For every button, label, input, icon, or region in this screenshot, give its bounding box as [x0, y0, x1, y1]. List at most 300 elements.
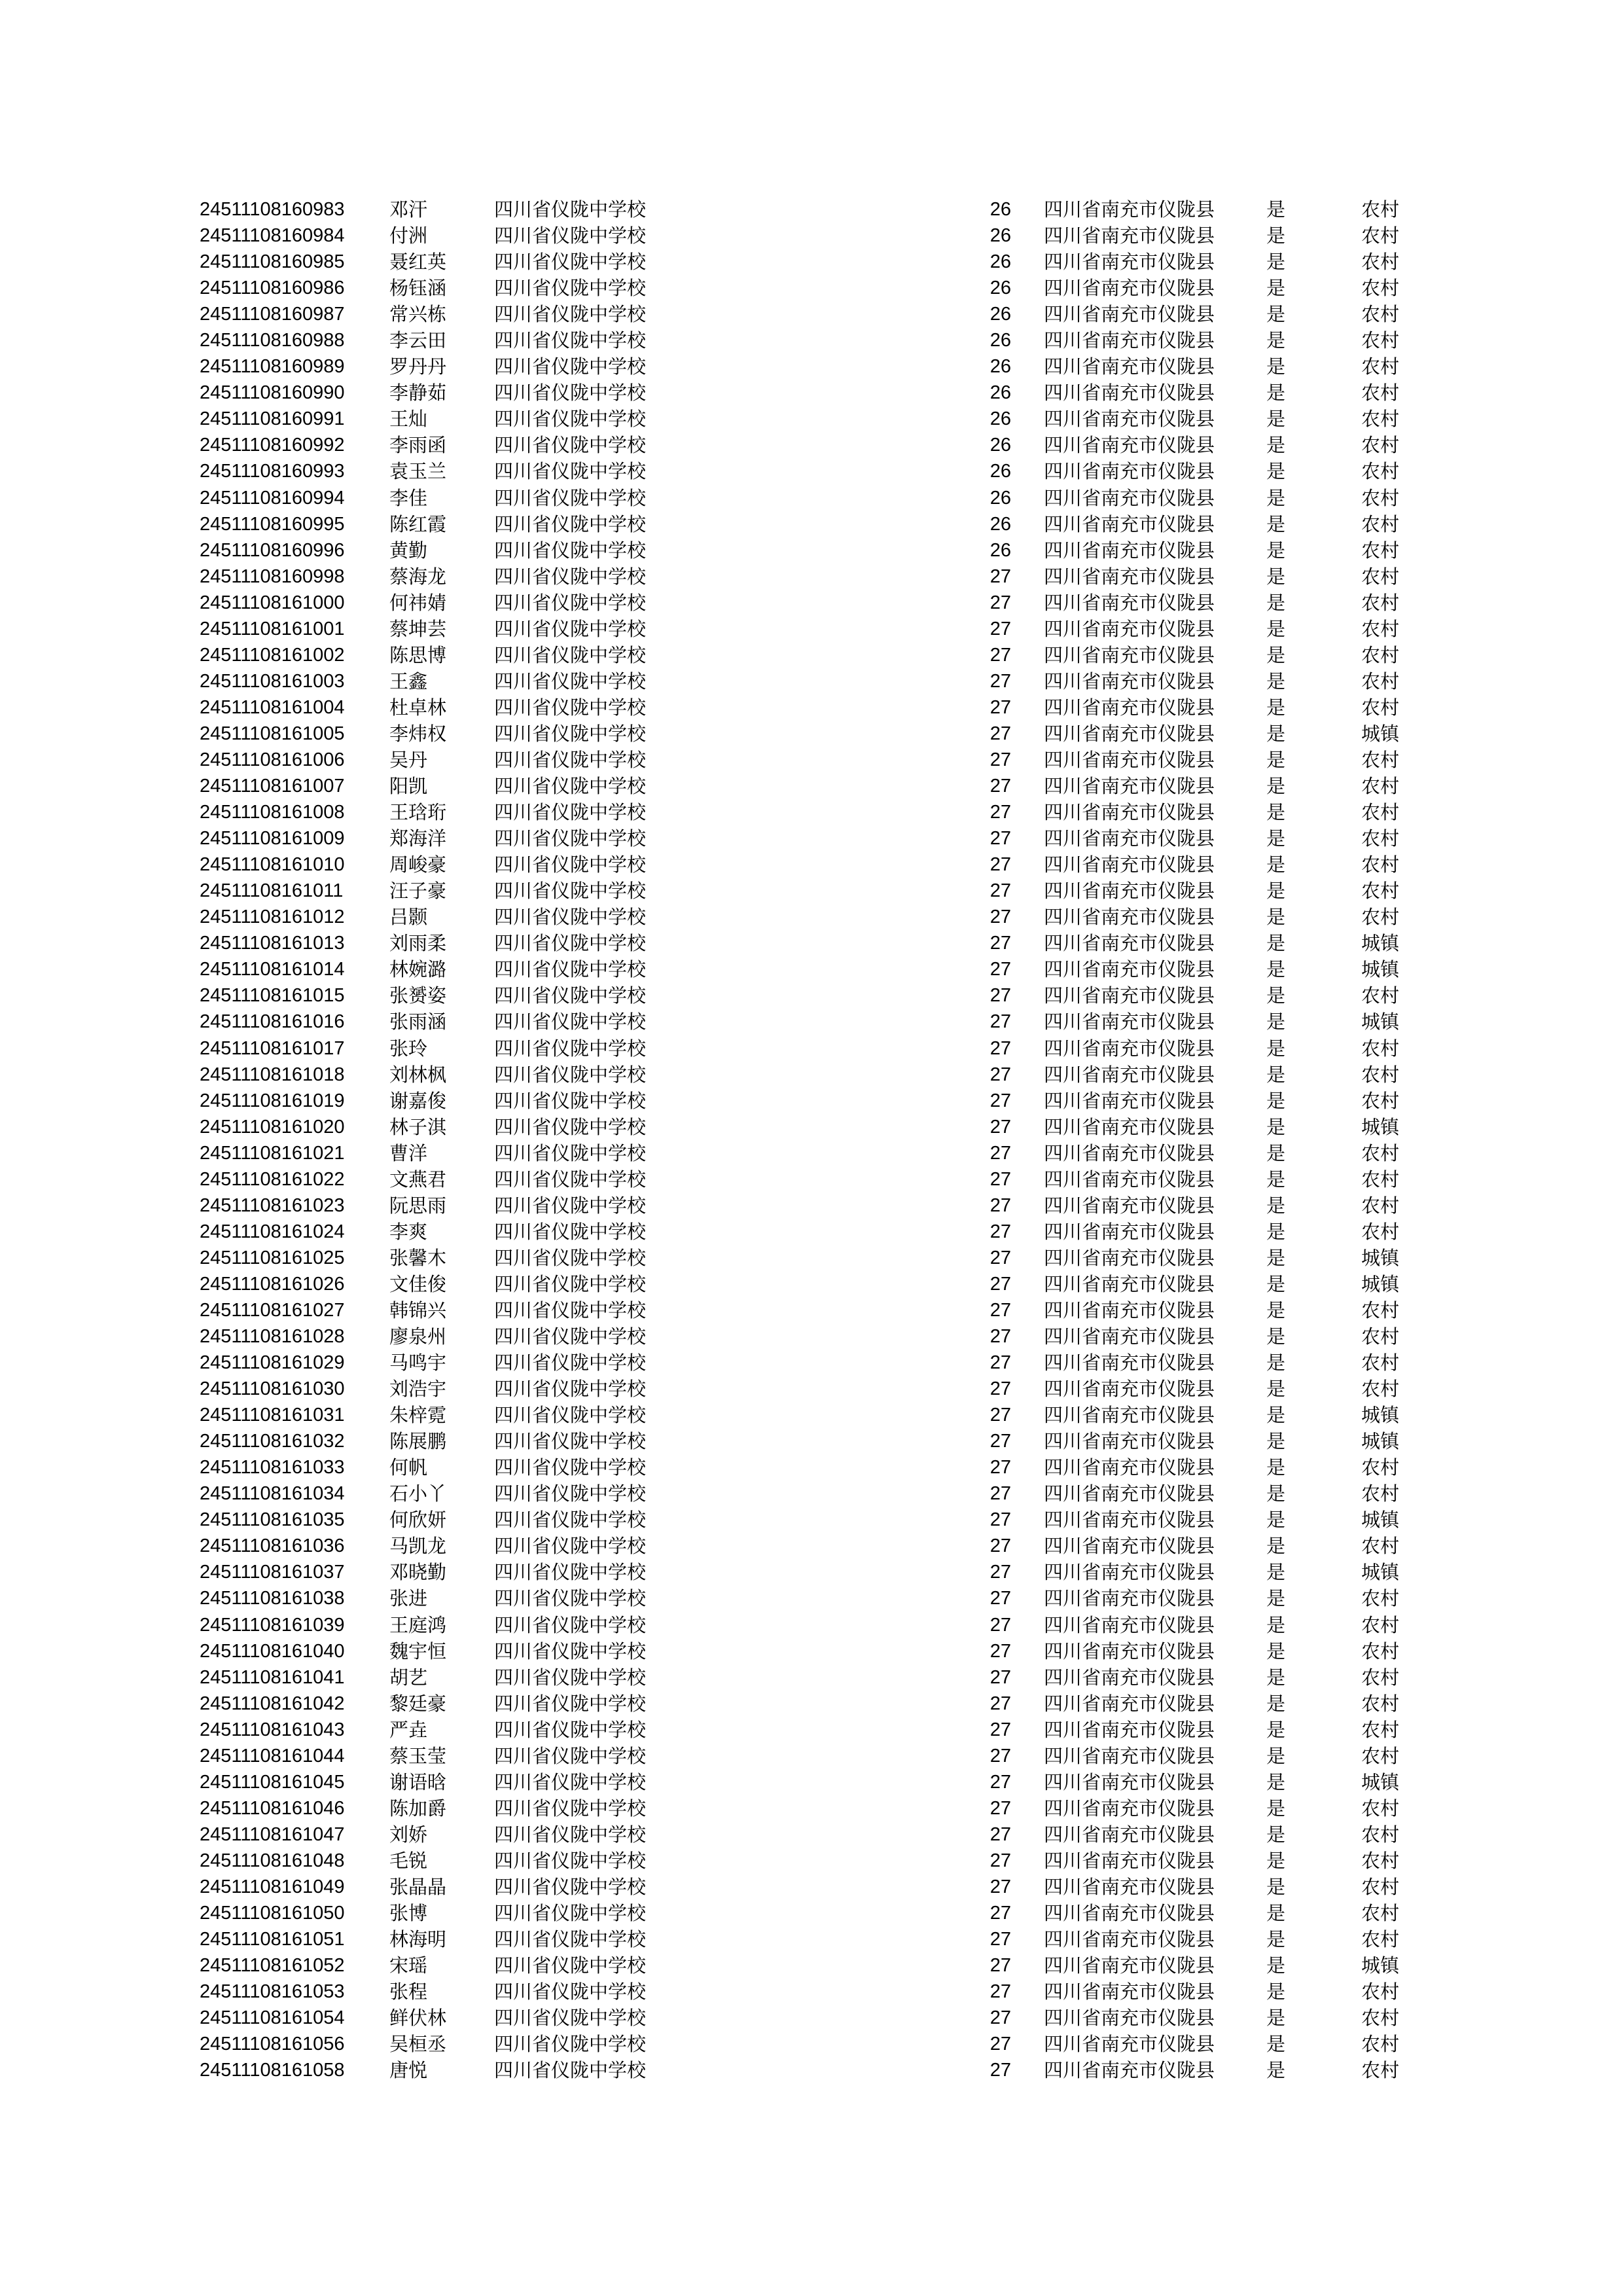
candidate-id: 24511108161010 [200, 854, 345, 876]
candidate-id: 24511108161058 [200, 2060, 345, 2081]
student-name: 吴丹 [389, 748, 428, 771]
school-name: 四川省仪陇中学校 [494, 591, 647, 614]
candidate-id: 24511108160985 [200, 251, 345, 273]
area-type: 农村 [1361, 224, 1400, 247]
student-name: 王灿 [389, 408, 428, 431]
class-code: 26 [990, 330, 1011, 351]
school-name: 四川省仪陇中学校 [494, 198, 647, 221]
table-row [0, 1612, 1623, 1638]
region-name: 四川省南充市仪陇县 [1044, 2033, 1215, 2056]
candidate-id: 24511108161024 [200, 1221, 345, 1242]
region-name: 四川省南充市仪陇县 [1044, 1272, 1215, 1295]
flag-value: 是 [1266, 775, 1286, 798]
candidate-id: 24511108160983 [200, 199, 345, 220]
school-name: 四川省仪陇中学校 [494, 1482, 647, 1505]
area-type: 农村 [1361, 2033, 1400, 2056]
candidate-id: 24511108160994 [200, 487, 345, 509]
flag-value: 是 [1266, 1456, 1286, 1479]
region-name: 四川省南充市仪陇县 [1044, 1954, 1215, 1977]
area-type: 农村 [1361, 355, 1400, 378]
area-type: 城镇 [1361, 722, 1400, 745]
class-code: 27 [990, 1797, 1011, 1819]
candidate-id: 24511108161048 [200, 1850, 345, 1871]
class-code: 27 [990, 1011, 1011, 1033]
flag-value: 是 [1266, 1168, 1286, 1191]
region-name: 四川省南充市仪陇县 [1044, 1299, 1215, 1321]
class-code: 27 [990, 854, 1011, 876]
region-name: 四川省南充市仪陇县 [1044, 1194, 1215, 1217]
candidate-id: 24511108161009 [200, 828, 345, 850]
region-name: 四川省南充市仪陇县 [1044, 1823, 1215, 1846]
class-code: 27 [990, 1221, 1011, 1242]
region-name: 四川省南充市仪陇县 [1044, 1246, 1215, 1269]
flag-value: 是 [1266, 486, 1286, 509]
student-name: 郑海洋 [389, 827, 447, 850]
class-code: 26 [990, 487, 1011, 509]
student-name: 蔡海龙 [389, 565, 447, 588]
region-name: 四川省南充市仪陇县 [1044, 1378, 1215, 1401]
candidate-id: 24511108161023 [200, 1194, 345, 1216]
class-code: 27 [990, 802, 1011, 823]
student-name: 何祎婧 [389, 591, 447, 614]
school-name: 四川省仪陇中学校 [494, 1456, 647, 1479]
area-type: 农村 [1361, 1718, 1400, 1741]
flag-value: 是 [1266, 251, 1286, 274]
table-row [0, 825, 1623, 852]
class-code: 27 [990, 1981, 1011, 2003]
table-row [0, 1638, 1623, 1664]
candidate-id: 24511108161006 [200, 749, 345, 770]
area-type: 农村 [1361, 251, 1400, 274]
region-name: 四川省南充市仪陇县 [1044, 1063, 1215, 1086]
student-name: 林海明 [389, 1928, 447, 1951]
region-name: 四川省南充市仪陇县 [1044, 1640, 1215, 1662]
table-row [0, 301, 1623, 327]
table-row [0, 1480, 1623, 1507]
class-code: 27 [990, 959, 1011, 980]
student-name: 朱梓霓 [389, 1404, 447, 1427]
student-name: 阮思雨 [389, 1194, 447, 1217]
class-code: 26 [990, 225, 1011, 247]
flag-value: 是 [1266, 1089, 1286, 1112]
table-row [0, 1428, 1623, 1454]
table-row [0, 1795, 1623, 1821]
table-row [0, 590, 1623, 616]
candidate-id: 24511108161046 [200, 1797, 345, 1819]
class-code: 27 [990, 1168, 1011, 1190]
region-name: 四川省南充市仪陇县 [1044, 1692, 1215, 1715]
region-name: 四川省南充市仪陇县 [1044, 1325, 1215, 1348]
candidate-id: 24511108161043 [200, 1719, 345, 1740]
area-type: 农村 [1361, 198, 1400, 221]
class-code: 26 [990, 408, 1011, 430]
candidate-id: 24511108161000 [200, 592, 345, 613]
area-type: 农村 [1361, 1613, 1400, 1636]
school-name: 四川省仪陇中学校 [494, 643, 647, 666]
candidate-id: 24511108161034 [200, 1483, 345, 1505]
region-name: 四川省南充市仪陇县 [1044, 565, 1215, 588]
candidate-id: 24511108160990 [200, 382, 345, 404]
region-name: 四川省南充市仪陇县 [1044, 1744, 1215, 1767]
table-row [0, 1533, 1623, 1559]
flag-value: 是 [1266, 801, 1286, 824]
region-name: 四川省南充市仪陇县 [1044, 1456, 1215, 1479]
table-row [0, 1350, 1623, 1376]
area-type: 农村 [1361, 329, 1400, 352]
class-code: 27 [990, 723, 1011, 744]
class-code: 27 [990, 906, 1011, 928]
student-name: 唐悦 [389, 2059, 428, 2082]
candidate-id: 24511108161028 [200, 1326, 345, 1348]
region-name: 四川省南充市仪陇县 [1044, 303, 1215, 326]
table-row [0, 799, 1623, 825]
candidate-id: 24511108160986 [200, 278, 345, 299]
class-code: 26 [990, 435, 1011, 456]
table-row [0, 1062, 1623, 1088]
flag-value: 是 [1266, 880, 1286, 903]
flag-value: 是 [1266, 460, 1286, 483]
area-type: 城镇 [1361, 1011, 1400, 1033]
candidate-id: 24511108161041 [200, 1666, 345, 1688]
region-name: 四川省南充市仪陇县 [1044, 1220, 1215, 1243]
region-name: 四川省南充市仪陇县 [1044, 775, 1215, 798]
flag-value: 是 [1266, 853, 1286, 876]
flag-value: 是 [1266, 277, 1286, 300]
flag-value: 是 [1266, 1981, 1286, 2003]
flag-value: 是 [1266, 1954, 1286, 1977]
candidate-id: 24511108161036 [200, 1535, 345, 1557]
candidate-id: 24511108161021 [200, 1142, 345, 1164]
school-name: 四川省仪陇中学校 [494, 329, 647, 352]
class-code: 27 [990, 1326, 1011, 1348]
flag-value: 是 [1266, 539, 1286, 562]
flag-value: 是 [1266, 1666, 1286, 1689]
table-row [0, 485, 1623, 511]
region-name: 四川省南充市仪陇县 [1044, 1115, 1215, 1138]
area-type: 农村 [1361, 408, 1400, 431]
flag-value: 是 [1266, 617, 1286, 640]
school-name: 四川省仪陇中学校 [494, 1744, 647, 1767]
student-name: 陈展鹏 [389, 1430, 447, 1453]
area-type: 农村 [1361, 539, 1400, 562]
school-name: 四川省仪陇中学校 [494, 1272, 647, 1295]
school-name: 四川省仪陇中学校 [494, 1299, 647, 1321]
school-name: 四川省仪陇中学校 [494, 251, 647, 274]
flag-value: 是 [1266, 591, 1286, 614]
area-type: 农村 [1361, 1352, 1400, 1374]
region-name: 四川省南充市仪陇县 [1044, 1876, 1215, 1898]
area-type: 城镇 [1361, 1561, 1400, 1584]
table-row [0, 564, 1623, 590]
candidate-id: 24511108160987 [200, 304, 345, 325]
candidate-id: 24511108161056 [200, 2034, 345, 2055]
region-name: 四川省南充市仪陇县 [1044, 2059, 1215, 2082]
region-name: 四川省南充市仪陇县 [1044, 1168, 1215, 1191]
region-name: 四川省南充市仪陇县 [1044, 251, 1215, 274]
region-name: 四川省南充市仪陇县 [1044, 880, 1215, 903]
school-name: 四川省仪陇中学校 [494, 224, 647, 247]
class-code: 27 [990, 1719, 1011, 1740]
candidate-id: 24511108161032 [200, 1431, 345, 1452]
flag-value: 是 [1266, 1718, 1286, 1741]
candidate-id: 24511108161011 [200, 880, 344, 902]
candidate-id: 24511108161019 [200, 1090, 345, 1111]
region-name: 四川省南充市仪陇县 [1044, 1404, 1215, 1427]
flag-value: 是 [1266, 198, 1286, 221]
student-name: 王鑫 [389, 670, 428, 692]
school-name: 四川省仪陇中学校 [494, 277, 647, 300]
student-name: 杨钰涵 [389, 277, 447, 300]
area-type: 农村 [1361, 2059, 1400, 2082]
area-type: 城镇 [1361, 1115, 1400, 1138]
class-code: 27 [990, 1903, 1011, 1924]
area-type: 城镇 [1361, 1246, 1400, 1269]
table-row [0, 1323, 1623, 1350]
class-code: 27 [990, 1457, 1011, 1479]
table-row [0, 249, 1623, 275]
table-row [0, 1376, 1623, 1402]
student-name: 何帆 [389, 1456, 428, 1479]
candidate-id: 24511108160988 [200, 330, 345, 351]
class-code: 27 [990, 1588, 1011, 1609]
school-name: 四川省仪陇中学校 [494, 617, 647, 640]
student-name: 黄勤 [389, 539, 428, 562]
school-name: 四川省仪陇中学校 [494, 1220, 647, 1243]
region-name: 四川省南充市仪陇县 [1044, 1037, 1215, 1060]
school-name: 四川省仪陇中学校 [494, 1011, 647, 1033]
flag-value: 是 [1266, 1246, 1286, 1269]
region-name: 四川省南充市仪陇县 [1044, 408, 1215, 431]
candidate-id: 24511108161012 [200, 906, 345, 928]
flag-value: 是 [1266, 1902, 1286, 1925]
table-row [0, 275, 1623, 301]
class-code: 27 [990, 1116, 1011, 1138]
area-type: 农村 [1361, 827, 1400, 850]
region-name: 四川省南充市仪陇县 [1044, 748, 1215, 771]
flag-value: 是 [1266, 827, 1286, 850]
table-row [0, 1769, 1623, 1795]
candidate-id: 24511108160984 [200, 225, 345, 247]
table-row [0, 1821, 1623, 1848]
student-name: 文佳俊 [389, 1272, 447, 1295]
class-code: 27 [990, 933, 1011, 954]
student-name: 张赟姿 [389, 984, 447, 1007]
table-row [0, 2031, 1623, 2057]
school-name: 四川省仪陇中学校 [494, 1115, 647, 1138]
area-type: 农村 [1361, 1797, 1400, 1820]
table-row [0, 1219, 1623, 1245]
table-row [0, 223, 1623, 249]
area-type: 农村 [1361, 1981, 1400, 2003]
class-code: 27 [990, 2007, 1011, 2029]
class-code: 27 [990, 1194, 1011, 1216]
class-code: 26 [990, 539, 1011, 561]
school-name: 四川省仪陇中学校 [494, 1666, 647, 1689]
school-name: 四川省仪陇中学校 [494, 1063, 647, 1086]
student-name: 谢语晗 [389, 1770, 447, 1793]
class-code: 27 [990, 1378, 1011, 1400]
candidate-id: 24511108161015 [200, 985, 345, 1007]
class-code: 27 [990, 880, 1011, 902]
flag-value: 是 [1266, 565, 1286, 588]
table-row [0, 1297, 1623, 1323]
class-code: 27 [990, 1614, 1011, 1636]
table-row [0, 1585, 1623, 1611]
area-type: 农村 [1361, 591, 1400, 614]
class-code: 26 [990, 461, 1011, 482]
flag-value: 是 [1266, 1876, 1286, 1898]
candidate-id: 24511108161040 [200, 1640, 345, 1662]
student-name: 蔡玉莹 [389, 1744, 447, 1767]
candidate-id: 24511108160989 [200, 356, 345, 378]
table-row [0, 1691, 1623, 1717]
school-name: 四川省仪陇中学校 [494, 984, 647, 1007]
region-name: 四川省南充市仪陇县 [1044, 1902, 1215, 1925]
school-name: 四川省仪陇中学校 [494, 801, 647, 824]
student-name: 李爽 [389, 1220, 428, 1243]
school-name: 四川省仪陇中学校 [494, 2033, 647, 2056]
region-name: 四川省南充市仪陇县 [1044, 1509, 1215, 1532]
student-name: 鲜伏林 [389, 2007, 447, 2030]
school-name: 四川省仪陇中学校 [494, 853, 647, 876]
area-type: 城镇 [1361, 1430, 1400, 1453]
school-name: 四川省仪陇中学校 [494, 958, 647, 981]
flag-value: 是 [1266, 748, 1286, 771]
student-name: 林婉潞 [389, 958, 447, 981]
region-name: 四川省南充市仪陇县 [1044, 932, 1215, 955]
region-name: 四川省南充市仪陇县 [1044, 382, 1215, 404]
area-type: 农村 [1361, 1456, 1400, 1479]
student-name: 邓晓勤 [389, 1561, 447, 1584]
class-code: 27 [990, 1771, 1011, 1793]
table-row [0, 537, 1623, 564]
table-row [0, 1140, 1623, 1166]
class-code: 27 [990, 644, 1011, 666]
class-code: 27 [990, 618, 1011, 639]
flag-value: 是 [1266, 1482, 1286, 1505]
school-name: 四川省仪陇中学校 [494, 408, 647, 431]
flag-value: 是 [1266, 1220, 1286, 1243]
area-type: 农村 [1361, 1378, 1400, 1401]
class-code: 26 [990, 199, 1011, 220]
table-row [0, 1402, 1623, 1428]
school-name: 四川省仪陇中学校 [494, 880, 647, 903]
table-row [0, 353, 1623, 380]
class-code: 27 [990, 1850, 1011, 1871]
roster-table [0, 196, 1623, 2083]
class-code: 27 [990, 1876, 1011, 1897]
candidate-id: 24511108161029 [200, 1352, 345, 1374]
student-name: 陈加爵 [389, 1797, 447, 1820]
flag-value: 是 [1266, 1509, 1286, 1532]
region-name: 四川省南充市仪陇县 [1044, 670, 1215, 692]
candidate-id: 24511108161004 [200, 696, 345, 718]
table-row [0, 982, 1623, 1009]
candidate-id: 24511108161045 [200, 1771, 345, 1793]
student-name: 马鸣宇 [389, 1352, 447, 1374]
table-row [0, 380, 1623, 406]
school-name: 四川省仪陇中学校 [494, 1849, 647, 1872]
flag-value: 是 [1266, 670, 1286, 692]
class-code: 27 [990, 1562, 1011, 1583]
candidate-id: 24511108161042 [200, 1693, 345, 1714]
area-type: 农村 [1361, 801, 1400, 824]
student-name: 廖泉州 [389, 1325, 447, 1348]
class-code: 27 [990, 1535, 1011, 1557]
table-row [0, 1035, 1623, 1062]
school-name: 四川省仪陇中学校 [494, 539, 647, 562]
school-name: 四川省仪陇中学校 [494, 1718, 647, 1741]
school-name: 四川省仪陇中学校 [494, 1561, 647, 1584]
school-name: 四川省仪陇中学校 [494, 1037, 647, 1060]
candidate-id: 24511108161033 [200, 1457, 345, 1479]
flag-value: 是 [1266, 1115, 1286, 1138]
student-name: 罗丹丹 [389, 355, 447, 378]
school-name: 四川省仪陇中学校 [494, 1640, 647, 1662]
table-row [0, 1900, 1623, 1926]
candidate-id: 24511108160993 [200, 461, 345, 482]
candidate-id: 24511108161026 [200, 1273, 345, 1295]
candidate-id: 24511108161030 [200, 1378, 345, 1400]
student-name: 毛锐 [389, 1849, 428, 1872]
student-name: 黎廷豪 [389, 1692, 447, 1715]
class-code: 27 [990, 2034, 1011, 2055]
area-type: 农村 [1361, 1928, 1400, 1951]
class-code: 26 [990, 278, 1011, 299]
region-name: 四川省南充市仪陇县 [1044, 1797, 1215, 1820]
candidate-id: 24511108161001 [200, 618, 345, 639]
table-row [0, 1166, 1623, 1193]
candidate-id: 24511108161020 [200, 1116, 345, 1138]
candidate-id: 24511108160995 [200, 513, 345, 535]
school-name: 四川省仪陇中学校 [494, 1902, 647, 1925]
student-name: 韩锦兴 [389, 1299, 447, 1321]
flag-value: 是 [1266, 2059, 1286, 2082]
region-name: 四川省南充市仪陇县 [1044, 1011, 1215, 1033]
candidate-id: 24511108161039 [200, 1614, 345, 1636]
table-row [0, 1979, 1623, 2005]
region-name: 四川省南充市仪陇县 [1044, 277, 1215, 300]
region-name: 四川省南充市仪陇县 [1044, 434, 1215, 457]
table-row [0, 1245, 1623, 1271]
region-name: 四川省南充市仪陇县 [1044, 1613, 1215, 1636]
school-name: 四川省仪陇中学校 [494, 460, 647, 483]
class-code: 27 [990, 1745, 1011, 1767]
student-name: 文燕君 [389, 1168, 447, 1191]
flag-value: 是 [1266, 1823, 1286, 1846]
student-name: 吕颢 [389, 906, 428, 929]
table-row [0, 616, 1623, 642]
school-name: 四川省仪陇中学校 [494, 1194, 647, 1217]
area-type: 农村 [1361, 1666, 1400, 1689]
student-name: 李云田 [389, 329, 447, 352]
flag-value: 是 [1266, 512, 1286, 535]
school-name: 四川省仪陇中学校 [494, 1587, 647, 1610]
table-row [0, 196, 1623, 223]
table-row [0, 2057, 1623, 2083]
region-name: 四川省南充市仪陇县 [1044, 486, 1215, 509]
area-type: 农村 [1361, 1587, 1400, 1610]
area-type: 农村 [1361, 670, 1400, 692]
flag-value: 是 [1266, 1587, 1286, 1610]
class-code: 27 [990, 1640, 1011, 1662]
student-name: 张博 [389, 1902, 428, 1925]
candidate-id: 24511108161031 [200, 1405, 345, 1426]
flag-value: 是 [1266, 382, 1286, 404]
flag-value: 是 [1266, 906, 1286, 929]
flag-value: 是 [1266, 1430, 1286, 1453]
student-name: 蔡坤芸 [389, 617, 447, 640]
